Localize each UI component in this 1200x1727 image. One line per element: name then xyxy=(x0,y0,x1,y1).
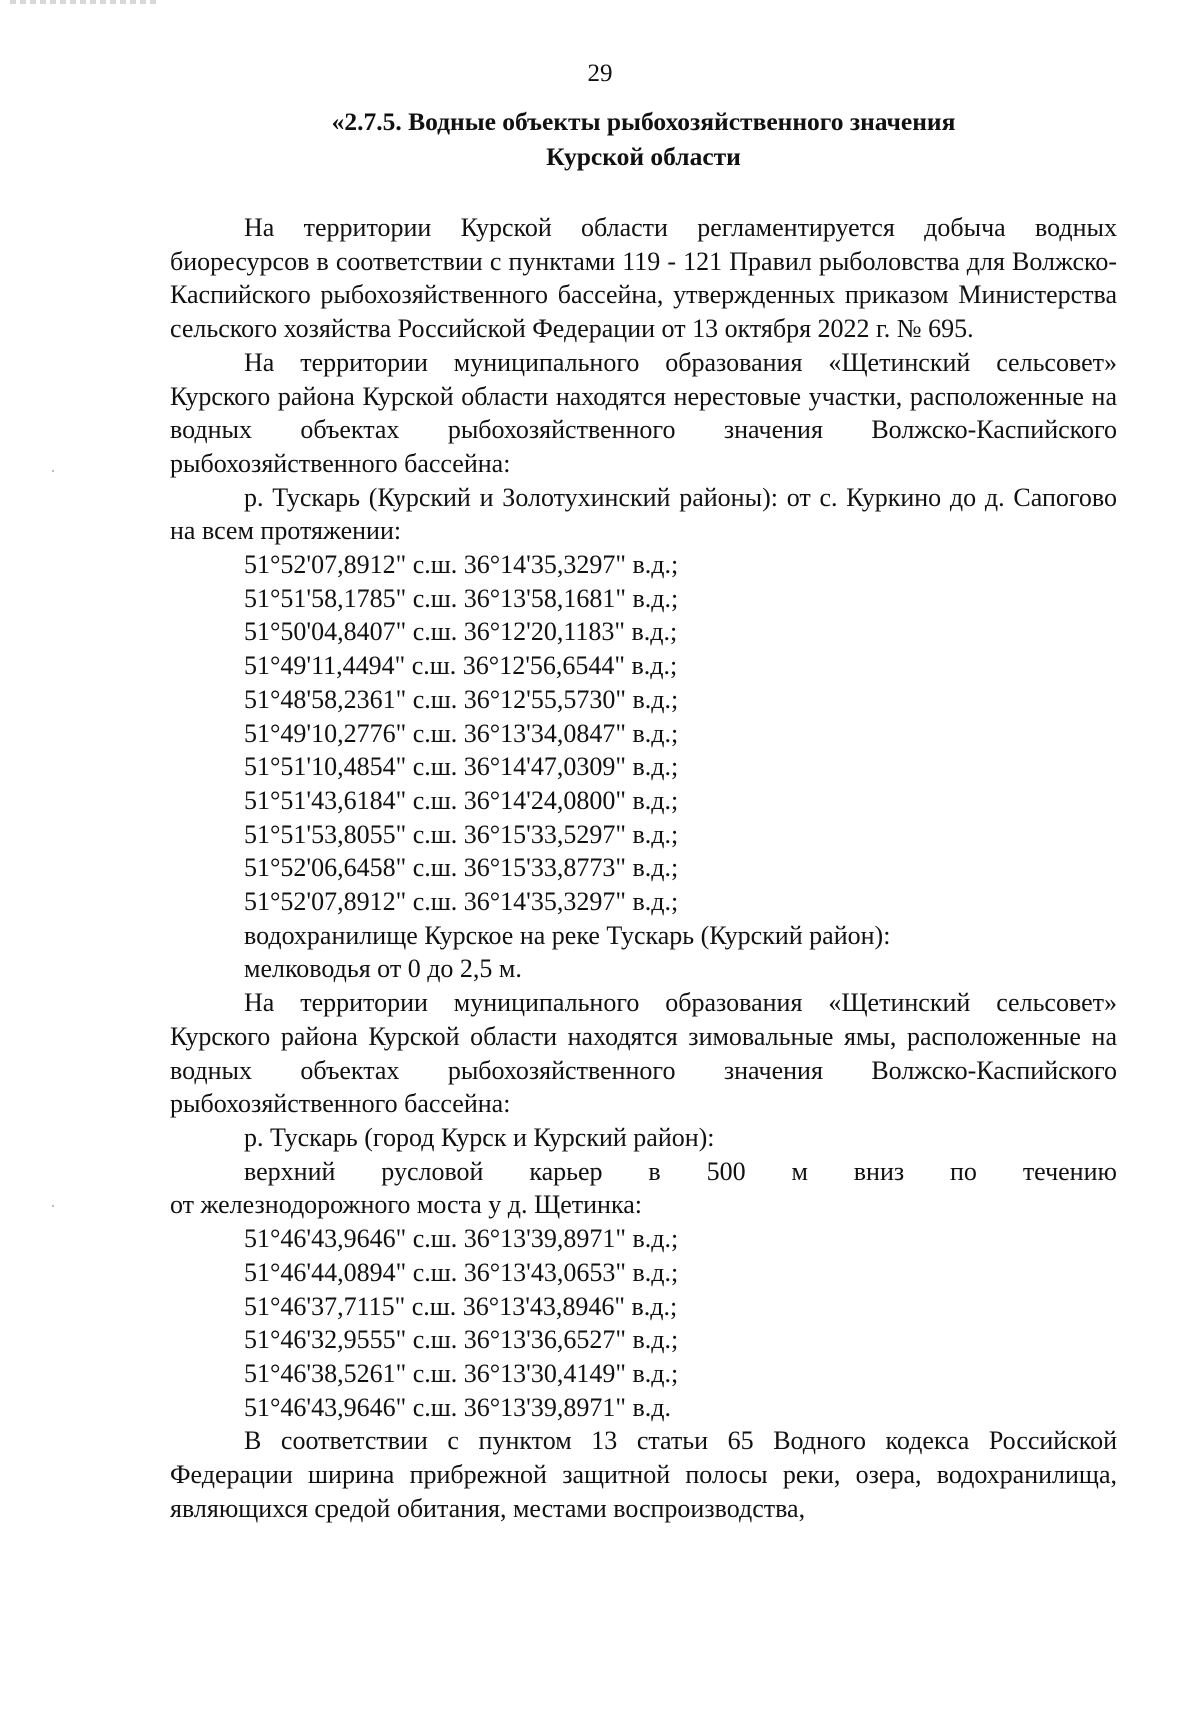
quarry-word: м xyxy=(791,1156,808,1186)
coordinate-item: 51°51'58,1785" с.ш. 36°13'58,1681" в.д.; xyxy=(244,583,679,613)
coordinate-item: 51°51'10,4854" с.ш. 36°14'47,0309" в.д.; xyxy=(244,752,679,782)
coordinate-item: 51°46'37,7115" с.ш. 36°13'43,8946" в.д.; xyxy=(244,1291,678,1321)
coordinate-item: 51°46'32,9555" с.ш. 36°13'36,6527" в.д.; xyxy=(244,1325,679,1355)
scan-artifact xyxy=(52,1205,54,1207)
quarry-word: течению xyxy=(1022,1156,1117,1186)
quarry-word: русловой xyxy=(381,1156,484,1186)
coordinate-item: 51°51'43,6184" с.ш. 36°14'24,0800" в.д.; xyxy=(244,785,679,815)
quarry-word: 500 xyxy=(706,1156,746,1186)
coordinate-item: 51°50'04,8407" с.ш. 36°12'20,1183" в.д.; xyxy=(244,617,678,647)
paragraph-water-code: В соответствии с пунктом 13 статьи 65 Водного кодекса Российской Федерации ширина прибрежной защитной полосы реки, озера, водохранилища, являющихся средой обитания, местами воспроизводства, xyxy=(170,1426,1117,1523)
paragraph-spawning-areas: На территории муниципального образования «Щетинский сельсовет» Курского района Курской области находятся нерестовые участки, расположенные на водных объектах рыбохозяйственного значения Волжско-Каспийского рыбохозяйственного бассейна: xyxy=(170,347,1117,478)
section-heading-line-2: Курской области xyxy=(546,142,741,171)
section-heading-line-1: «2.7.5. Водные объекты рыбохозяйственного значения xyxy=(331,107,956,136)
quarry-word: в xyxy=(648,1156,661,1186)
scan-artifact xyxy=(52,470,54,472)
quarry-description-line xyxy=(170,1155,1117,1189)
quarry-word: по xyxy=(950,1156,977,1186)
coordinate-item: 51°48'58,2361" с.ш. 36°12'55,5730" в.д.; xyxy=(244,684,679,714)
coordinate-item: 51°52'07,8912" с.ш. 36°14'35,3297" в.д.; xyxy=(244,550,679,580)
coordinate-item: 51°46'44,0894" с.ш. 36°13'43,0653" в.д.; xyxy=(244,1257,679,1287)
coordinate-item: 51°46'43,9646" с.ш. 36°13'39,8971" в.д. xyxy=(244,1392,671,1422)
quarry-word: вниз xyxy=(853,1156,905,1186)
coordinate-item: 51°49'10,2776" с.ш. 36°13'34,0847" в.д.; xyxy=(244,718,679,748)
quarry-word: карьер xyxy=(529,1156,603,1186)
section-heading xyxy=(170,104,1117,174)
wintering-coordinates-list xyxy=(170,1222,1117,1424)
coordinate-item: 51°52'06,6458" с.ш. 36°15'33,8773" в.д.; xyxy=(244,853,679,883)
river-tuskar-spawning-title: р. Тускарь (Курский и Золотухинский районы): от с. Куркино до д. Сапогово на всем протяжении: xyxy=(170,482,1117,546)
river-tuskar-wintering-title: р. Тускарь (город Курск и Курский район): xyxy=(244,1122,715,1152)
coordinate-item: 51°51'53,8055" с.ш. 36°15'33,5297" в.д.; xyxy=(244,819,679,849)
coordinate-item: 51°46'43,9646" с.ш. 36°13'39,8971" в.д.; xyxy=(244,1224,679,1254)
shallow-water-line: мелководья от 0 до 2,5 м. xyxy=(244,954,522,984)
document-body xyxy=(170,211,1117,1525)
coordinate-item: 51°49'11,4494" с.ш. 36°12'56,6544" в.д.; xyxy=(244,651,678,681)
quarry-word: верхний xyxy=(244,1156,336,1186)
scan-artifact xyxy=(10,0,160,4)
paragraph-fishing-regulation: На территории Курской области регламентируется добыча водных биоресурсов в соответствии с пунктами 119 - 121 Правил рыболовства для Волжско-Каспийского рыбохозяйственного бассейна, утвержденных приказом Министерства сельского хозяйства Российской Федерации от 13 октября 2022 г. № 695. xyxy=(170,213,1117,344)
spawning-coordinates-list xyxy=(170,548,1117,919)
quarry-description-continuation: от железнодорожного моста у д. Щетинка: xyxy=(170,1190,642,1220)
reservoir-line: водохранилище Курское на реке Тускарь (Курский район): xyxy=(244,920,891,950)
coordinate-item: 51°46'38,5261" с.ш. 36°13'30,4149" в.д.; xyxy=(244,1358,679,1388)
page-number: 29 xyxy=(587,60,613,87)
paragraph-wintering-pits: На территории муниципального образования «Щетинский сельсовет» Курского района Курской области находятся зимовальные ямы, расположенные на водных объектах рыбохозяйственного значения Волжско-Каспийского рыбохозяйственного бассейна: xyxy=(170,988,1117,1119)
coordinate-item: 51°52'07,8912" с.ш. 36°14'35,3297" в.д.; xyxy=(244,887,679,917)
